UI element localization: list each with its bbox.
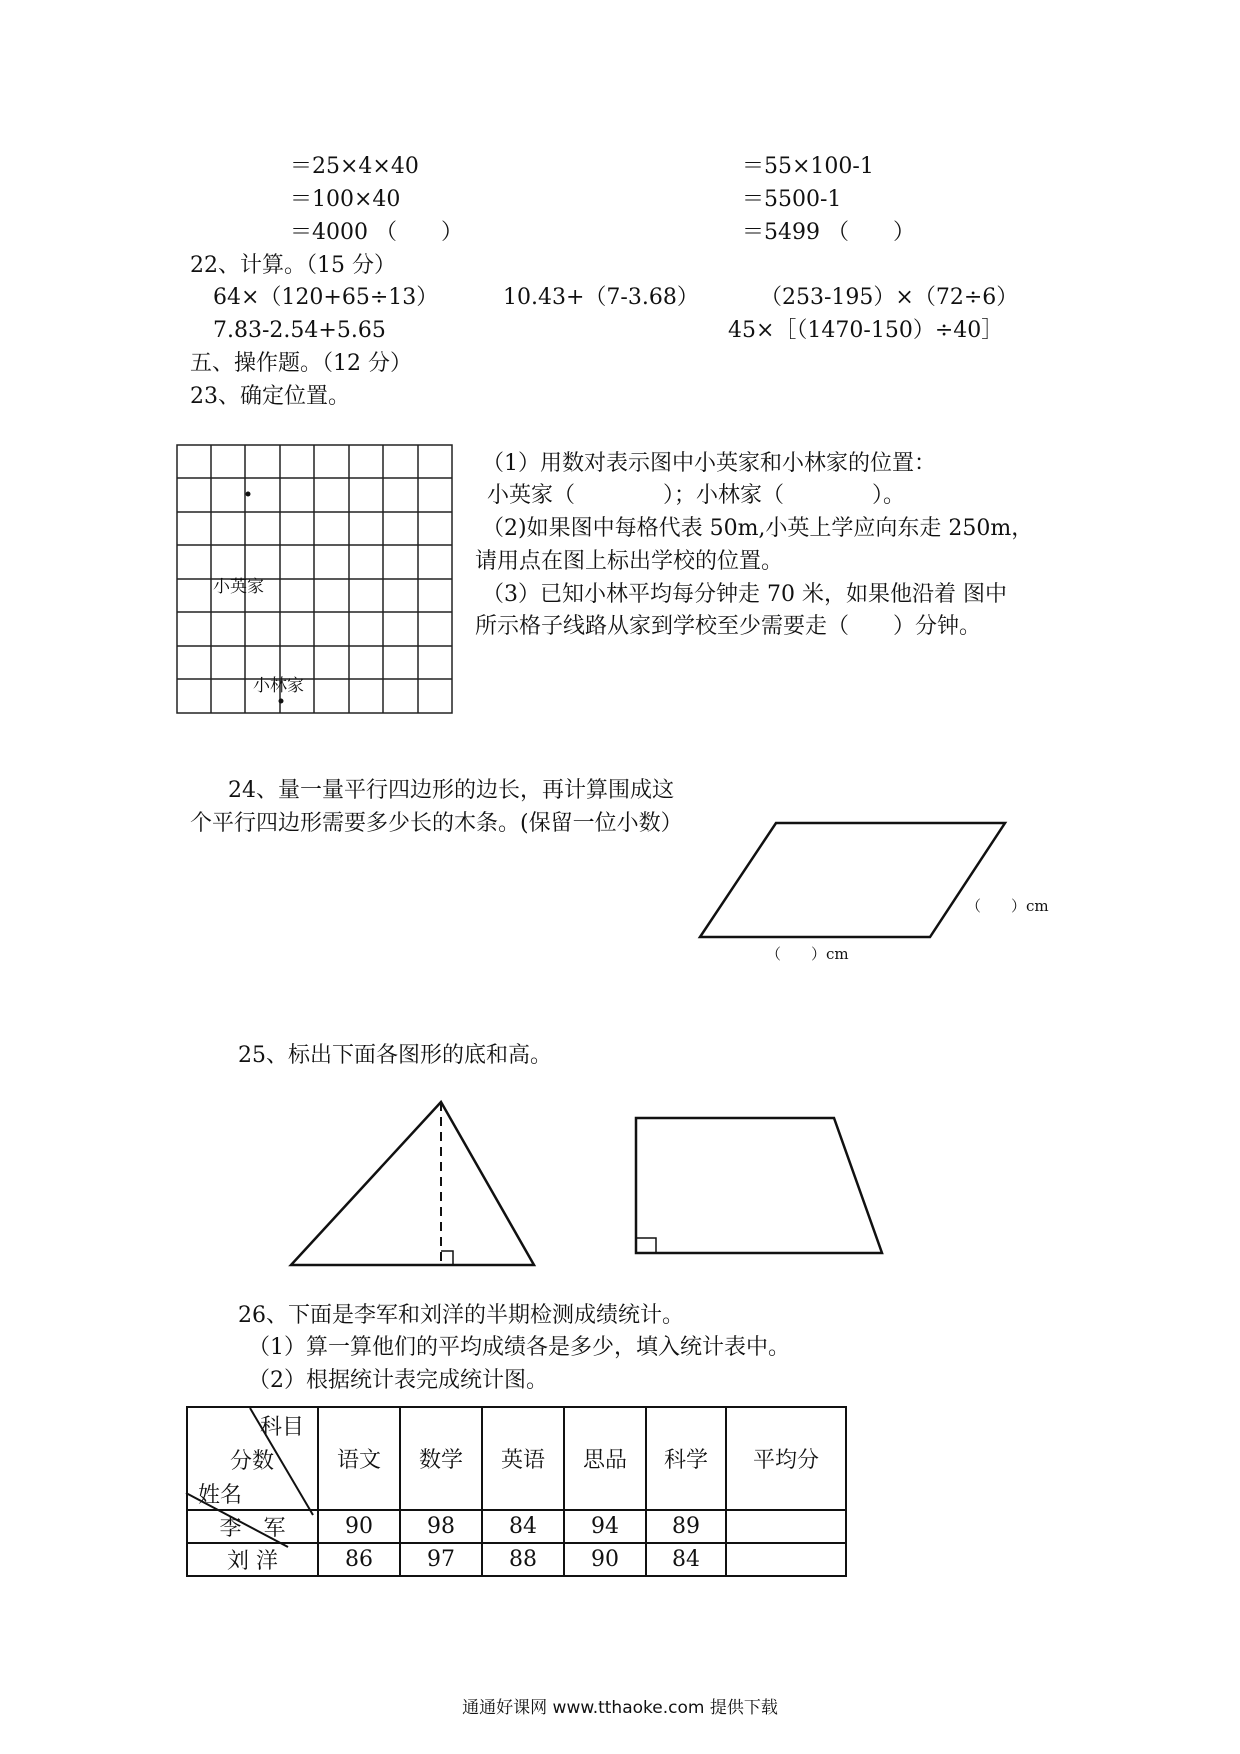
score-cell: 88 — [482, 1543, 564, 1576]
score-cell: 94 — [564, 1510, 646, 1543]
q23-line-3: （2)如果图中每格代表 50m,小英上学应向东走 250m， — [482, 516, 1034, 541]
section-5-heading: 五、操作题。（12 分） — [190, 351, 412, 376]
q24-line-2: 个平行四边形需要多少长的木条。(保留一位小数） — [190, 811, 683, 836]
header-english: 英语 — [482, 1407, 564, 1510]
xiaoying-home-label: 小英家 — [213, 577, 264, 597]
q26-line-1: （1）算一算他们的平均成绩各是多少，填入统计表中。 — [248, 1335, 790, 1360]
table-row — [187, 1510, 846, 1543]
base-length-blank: （ ）cm — [766, 945, 849, 963]
corner-score-label: 分数 — [230, 1449, 275, 1474]
q24-line-1: 24、量一量平行四边形的边长，再计算围成这 — [228, 778, 674, 803]
score-cell: 84 — [482, 1510, 564, 1543]
triangle-figure — [291, 1102, 534, 1265]
q22-item-2: 10.43+（7-3.68） — [503, 285, 699, 310]
calc-left-line-1: ＝25×4×40 — [290, 154, 419, 179]
score-cell: 97 — [400, 1543, 482, 1576]
q23-line-6: 所示格子线路从家到学校至少需要走（ ）分钟。 — [475, 614, 982, 639]
header-average: 平均分 — [726, 1407, 846, 1510]
q26-line-2: （2）根据统计表完成统计图。 — [248, 1368, 548, 1393]
xiaolin-home-label: 小林家 — [253, 676, 304, 696]
calc-left-line-2: ＝100×40 — [290, 187, 401, 212]
trapezoid-figure — [636, 1118, 882, 1253]
row-name: 李 军 — [187, 1510, 318, 1543]
average-blank-cell — [726, 1510, 846, 1543]
q22-item-1: 64×（120+65÷13） — [213, 285, 439, 310]
q25-title: 25、标出下面各图形的底和高。 — [238, 1043, 552, 1068]
q22-item-4: 7.83-2.54+5.65 — [213, 318, 386, 343]
average-blank-cell — [726, 1543, 846, 1576]
score-cell: 90 — [318, 1510, 400, 1543]
header-math: 数学 — [400, 1407, 482, 1510]
score-cell: 98 — [400, 1510, 482, 1543]
table-row — [187, 1543, 846, 1576]
calc-left-line-3: ＝4000 （ ） — [290, 220, 463, 245]
q23-line-4: 请用点在图上标出学校的位置。 — [475, 549, 784, 574]
calc-right-line-3: ＝5499 （ ） — [742, 220, 915, 245]
side-length-blank: （ ）cm — [966, 897, 1049, 915]
q22-title: 22、计算。（15 分） — [190, 253, 396, 278]
q23-line-1: （1）用数对表示图中小英家和小林家的位置： — [482, 451, 936, 476]
grid-point-top — [246, 492, 251, 497]
q26-title: 26、下面是李军和刘洋的半期检测成绩统计。 — [238, 1303, 684, 1328]
calc-right-line-1: ＝55×100-1 — [742, 154, 874, 179]
score-cell: 84 — [646, 1543, 726, 1576]
page-footer: 通通好课网 www.tthaoke.com 提供下载 — [462, 1698, 778, 1718]
score-cell: 89 — [646, 1510, 726, 1543]
q23-title: 23、确定位置。 — [190, 384, 350, 409]
q23-line-5: （3）已知小林平均每分钟走 70 米，如果他沿着 图中 — [482, 582, 1007, 607]
header-chinese: 语文 — [318, 1407, 400, 1510]
score-cell: 86 — [318, 1543, 400, 1576]
corner-name-label: 姓名 — [198, 1483, 243, 1508]
parallelogram — [700, 823, 1005, 937]
calc-right-line-2: ＝5500-1 — [742, 187, 842, 212]
table-corner-cell — [187, 1407, 318, 1510]
score-table — [186, 1406, 847, 1577]
header-science: 科学 — [646, 1407, 726, 1510]
table-header-row — [187, 1407, 846, 1510]
q22-item-5: 45×［（1470-150）÷40］ — [728, 318, 1004, 343]
q23-line-2: 小英家（ ）；小林家（ ）。 — [487, 483, 906, 508]
row-name: 刘 洋 — [187, 1543, 318, 1576]
q22-item-3: （253-195）×（72÷6） — [760, 285, 1019, 310]
corner-subject-label: 科目 — [260, 1415, 305, 1440]
header-morality: 思品 — [564, 1407, 646, 1510]
grid-point-xiaolin — [279, 699, 284, 704]
score-cell: 90 — [564, 1543, 646, 1576]
